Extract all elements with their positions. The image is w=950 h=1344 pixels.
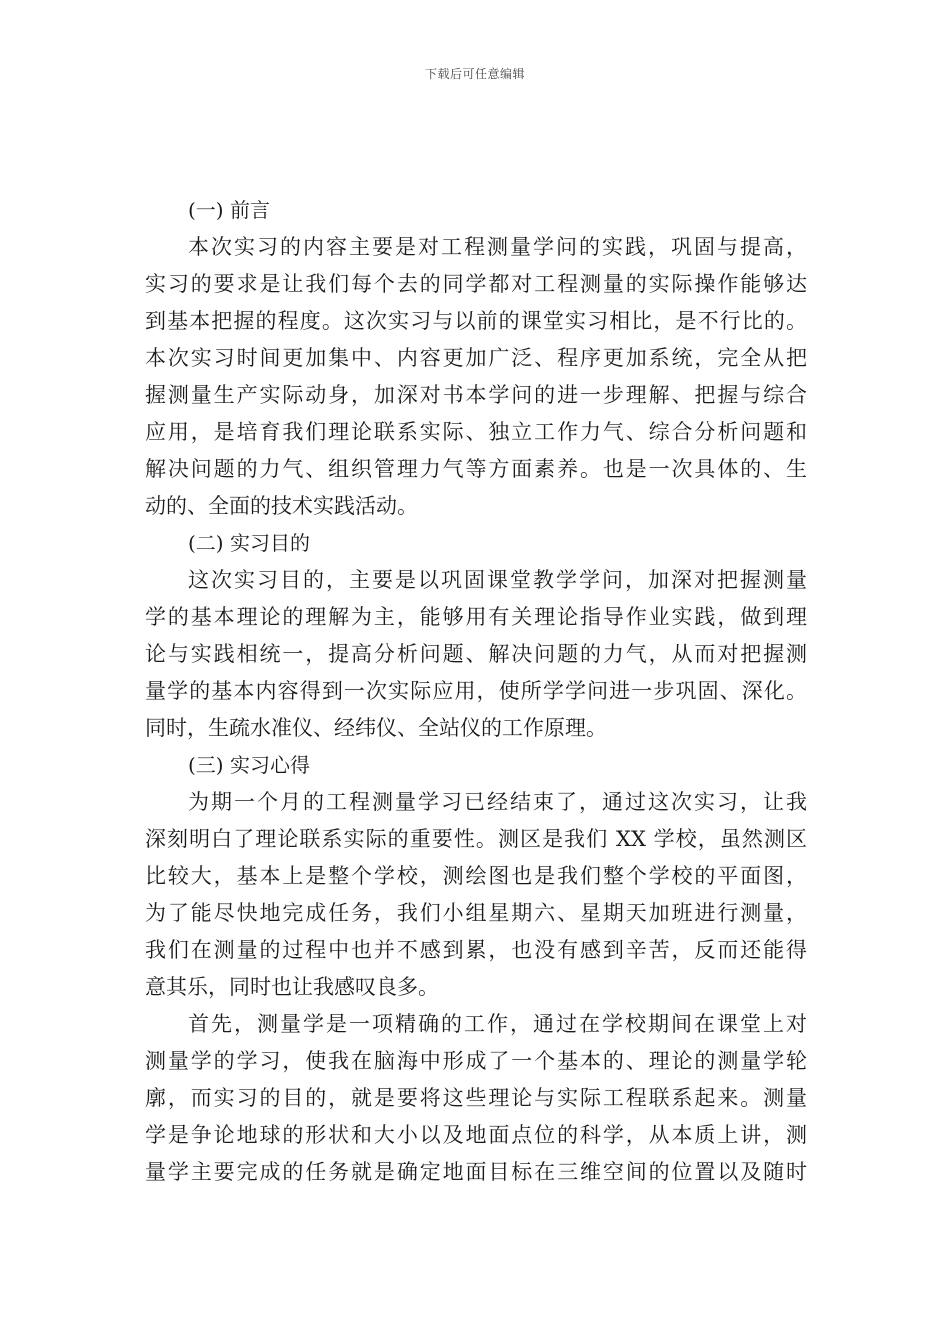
paragraph bbox=[145, 784, 807, 1006]
text-line: 比较大，基本上是整个学校，测绘图也是我们整个学校的平面图， bbox=[145, 864, 807, 888]
text-line: 廓，而实习的目的，就是要将这些理论与实际工程联系起来。测量 bbox=[145, 1086, 807, 1110]
text-line: 论与实践相统一，提高分析问题、解决问题的力气，从而对把握测 bbox=[145, 642, 807, 666]
text-line: 实习的要求是让我们每个去的同学都对工程测量的实际操作能够达 bbox=[145, 272, 807, 296]
text-line: 本次实习时间更加集中、内容更加广泛、程序更加系统，完全从把 bbox=[145, 346, 807, 370]
text-line: 为了能尽快地完成任务，我们小组星期六、星期天加班进行测量， bbox=[145, 901, 807, 925]
text-line: 握测量生产实际动身，加深对书本学问的进一步理解、把握与综合 bbox=[145, 383, 807, 407]
text-line: 解决问题的力气、组织管理力气等方面素养。也是一次具体的、生 bbox=[145, 457, 807, 481]
text-line: 到基本把握的程度。这次实习与以前的课堂实习相比，是不行比的。 bbox=[145, 309, 807, 333]
text-line: 意其乐，同时也让我感叹良多。 bbox=[145, 975, 439, 999]
page-header-note: 下载后可任意编辑 bbox=[424, 67, 525, 81]
paragraph bbox=[145, 562, 807, 747]
text-line: 量学的基本内容得到一次实际应用，使所学学问进一步巩固、深化。 bbox=[145, 679, 807, 703]
paragraph bbox=[145, 229, 807, 525]
text-line: 这次实习目的，主要是以巩固课堂教学学问，加深对把握测量 bbox=[188, 568, 807, 592]
text-line: 量学主要完成的任务就是确定地面目标在三维空间的位置以及随时 bbox=[145, 1160, 807, 1184]
section-purpose bbox=[145, 525, 807, 747]
section-heading: (一) 前言 bbox=[188, 198, 270, 222]
text-line: 学的基本理论的理解为主，能够用有关理论指导作业实践，做到理 bbox=[145, 605, 807, 629]
text-line: 首先，测量学是一项精确的工作，通过在学校期间在课堂上对 bbox=[188, 1012, 807, 1036]
text-line: 为期一个月的工程测量学习已经结束了，通过这次实习，让我 bbox=[188, 790, 807, 814]
text-line: 学是争论地球的形状和大小以及地面点位的科学，从本质上讲，测 bbox=[145, 1123, 807, 1147]
text-line: 测量学的学习，使我在脑海中形成了一个基本的、理论的测量学轮 bbox=[145, 1049, 807, 1073]
text-line: 动的、全面的技术实践活动。 bbox=[145, 494, 418, 518]
document-body bbox=[145, 192, 807, 1191]
section-heading: (三) 实习心得 bbox=[188, 753, 310, 777]
text-line: 本次实习的内容主要是对工程测量学问的实践，巩固与提高， bbox=[188, 235, 807, 259]
paragraph bbox=[145, 1006, 807, 1191]
section-preface bbox=[145, 192, 807, 525]
section-reflections bbox=[145, 747, 807, 1191]
text-line: 同时，生疏水准仪、经纬仪、全站仪的工作原理。 bbox=[145, 716, 607, 740]
text-line: 深刻明白了理论联系实际的重要性。测区是我们 XX 学校，虽然测区 bbox=[145, 827, 807, 851]
text-line: 我们在测量的过程中也并不感到累，也没有感到辛苦，反而还能得 bbox=[145, 938, 807, 962]
text-line: 应用，是培育我们理论联系实际、独立工作力气、综合分析问题和 bbox=[145, 420, 807, 444]
section-heading: (二) 实习目的 bbox=[188, 531, 310, 555]
